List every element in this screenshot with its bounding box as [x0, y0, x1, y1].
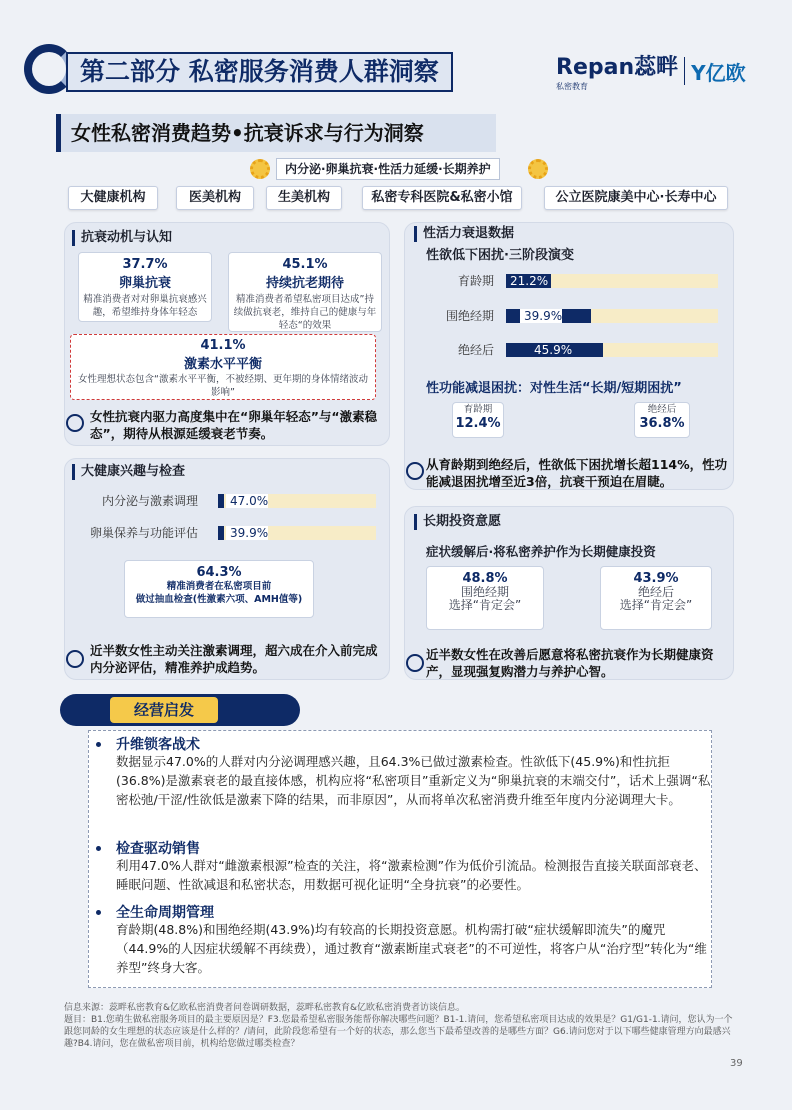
vitality-insight: 从育龄期到绝经后，性欲低下困扰增长超114%，性功能减退困扰增至近3倍，抗衰干预迫在眉睫。 — [426, 457, 728, 489]
stat-ovary — [78, 252, 212, 322]
bar-label: 围绝经期 — [445, 309, 494, 323]
brand-logos — [556, 52, 766, 90]
stat-desc: 精准消费者希望私密项目达成”持续做抗衰老，维持自己的健康与年轻态“的效果 — [233, 294, 377, 331]
stat-desc: 精准消费者对对卵巢抗衰感兴趣，希望维持身体年轻态 — [83, 294, 207, 318]
interest-insight: 近半数女性主动关注激素调理，超六成在介入前完成内分泌评估，精准养护成趋势。 — [90, 643, 378, 675]
motivation-title: 抗衰动机与认知 — [72, 230, 172, 246]
stat-anti-aging — [228, 252, 382, 332]
source-note: 信息来源：蕊畔私密教育&亿欧私密消费者问卷调研数据，蕊畔私密教育&亿欧私密消费者访谈信息。 题目：B1.您萌生做私密服务项目的最主要原因是？F3.您最希望私密服务能帮你解决哪些问题？B1-1.请问，您希望私密项目达成的效果是？G1/G1-1.请问，您认为一个跟您同龄的女生理想的状态应该是什么样的？/请问，此阶段您希望有一个好的状态，那么您当下最希望改善的是哪些方面？G6.请问您对于以下哪些健康管理方向最感兴趣?B4.请问，您在做私密项目前，机构给您做过哪类检查？ — [64, 1003, 733, 1049]
stat-pct: 37.7% — [122, 257, 168, 272]
bar-label: 绝经后 — [457, 343, 494, 357]
yiou-icon: Y — [691, 60, 706, 85]
stat-blood-test — [124, 560, 314, 618]
brand-logo-yiou: Y亿欧 — [691, 60, 746, 85]
operation-text: 利用47.0%人群对“雌激素根源”检查的关注，将“激素检测”作为低价引流品。检测报告直接关联面部衰老、睡眠问题、性欲减退和私密状态，用数据可视化证明“全身抗衰”的必要性。 — [116, 858, 707, 892]
operations-tag: 经营启发 — [110, 697, 218, 723]
investment-title: 长期投资意愿 — [414, 514, 501, 530]
investment-insight: 近半数女性在改善后愿意将私密抗衰作为长期健康资产，显现强复购潜力与养护心智。 — [426, 647, 714, 679]
category-chip: 私密专科医院&私密小馆 — [362, 186, 522, 210]
motivation-insight: 女性抗衰内驱力高度集中在“卵巢年轻态”与“激素稳态”，期待从根源延缓衰老节奏。 — [90, 409, 378, 441]
dysfunction-stat: 绝经后 36.8% — [634, 402, 690, 438]
category-chip: 医美机构 — [176, 186, 254, 210]
stat-pct: 41.1% — [200, 338, 246, 353]
stat-pct: 64.3% — [196, 565, 242, 580]
bullet-icon — [96, 846, 101, 851]
stat-pct: 45.1% — [282, 257, 328, 272]
operation-head: 升维锁客战术 — [116, 737, 200, 753]
lightbulb-icon — [66, 650, 84, 668]
lightbulb-icon — [406, 654, 424, 672]
page-title: 第二部分 私密服务消费人群洞察 — [66, 52, 453, 92]
bar-fill — [218, 526, 224, 540]
bar-label: 卵巢保养与功能评估 — [89, 526, 198, 540]
bar-fill — [218, 494, 224, 508]
stat-label: 激素水平平衡 — [183, 357, 262, 372]
page-number: 39 — [730, 1058, 743, 1069]
flower-icon — [250, 159, 270, 179]
vitality-title: 性活力衰退数据 — [414, 226, 514, 242]
investment-subtitle: 症状缓解后·将私密养护作为长期健康投资 — [426, 544, 656, 559]
bar-label: 育龄期 — [457, 274, 494, 288]
operation-text: 数据显示47.0%的人群对内分泌调理感兴趣，且64.3%已做过激素检查。性欲低下(45.9%)和性抗拒(36.8%)是激素衰老的最直接体感，机构应将“私密项目”重新定义为“卵巢抗衰的末端交付”，话术上强调“私密松弛/干涩/性欲低是激素下降的结果，而非原因”，从而将单次私密消费升维至年度内分泌调理大卡。 — [116, 754, 711, 807]
lightbulb-icon — [66, 414, 84, 432]
stat-desc: 女性理想状态包含“激素水平平衡，不被经期、更年期的身体情绪波动影响” — [78, 374, 368, 398]
investment-stat: 48.8% 围绝经期 选择“肯定会” — [426, 566, 544, 630]
category-chip: 大健康机构 — [68, 186, 158, 210]
flower-icon — [528, 159, 548, 179]
stat-desc: 精准消费者在私密项目前 — [166, 581, 272, 592]
subtitle: 内分泌·卵巢抗衰·性活力延缓·长期养护 — [276, 158, 500, 180]
lightbulb-icon — [406, 462, 424, 480]
bullet-icon — [96, 742, 101, 747]
brand-logo-repan: Repan蕊畔 — [556, 55, 679, 80]
category-chip: 生美机构 — [266, 186, 342, 210]
stat-label: 持续抗老期待 — [265, 276, 344, 291]
section-title: 女性私密消费趋势•抗衰诉求与行为洞察 — [56, 114, 496, 152]
operation-head: 检查驱动销售 — [116, 841, 200, 857]
vitality-subtitle: 性欲低下困扰·三阶段演变 — [426, 248, 574, 263]
stat-hormone — [70, 334, 376, 400]
dysfunction-title: 性功能减退困扰：对性生活“长期/短期困扰” — [426, 381, 682, 396]
operation-text: 育龄期(48.8%)和围绝经期(43.9%)均有较高的长期投资意愿。机构需打破“症状缓解即流失”的魔咒（44.9%的人因症状缓解不再续费），通过教育“激素断崖式衰老”的不可逆性，将客户从“治疗型”转化为“维养型”终身大客。 — [116, 922, 707, 975]
investment-stat: 43.9% 绝经后 选择“肯定会” — [600, 566, 712, 630]
operation-head: 全生命周期管理 — [116, 905, 214, 921]
stat-label: 卵巢抗衰 — [118, 276, 171, 291]
category-chip: 公立医院康美中心·长寿中心 — [544, 186, 728, 210]
bar-label: 内分泌与激素调理 — [101, 494, 198, 508]
brand-logo-sub: 私密教育 — [556, 82, 588, 91]
stat-desc: 做过抽血检查(性激素六项、AMH值等) — [135, 594, 303, 605]
dysfunction-stat: 育龄期 12.4% — [452, 402, 504, 438]
bullet-icon — [96, 910, 101, 915]
interest-title: 大健康兴趣与检查 — [72, 464, 185, 480]
brand-divider — [684, 57, 685, 85]
